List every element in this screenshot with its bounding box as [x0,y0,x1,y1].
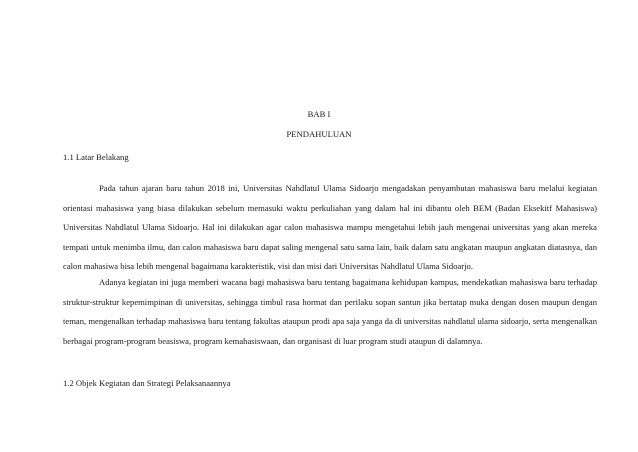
paragraph-background: Pada tahun ajaran baru tahun 2018 ini, Universitas Nahdlatul Ulama Sidoarjo mengadakan penyambutan mahasiswa baru melalui kegiatan orientasi mahasiswa yang biasa dilakukan sebelum memasuki waktu perkuliahan yang dalam hal ini dibantu oleh BEM (Badan Eksekitf Mahasiswa) Universitas Nahdlatul Ulama Sidoarjo. Hal ini dilakukan agar calon mahasiswa mampu mengetahui lebih jauh mengenai universitas yang akan mereka tempati untuk menimba ilmu, dan calon mahasiswa baru dapat saling mengenal satu sama lain, baik dalam satu angkatan maupun angkatan diatasnya, dan calon mahasiwa bisa lebih mengenal bagaimana karakteristik, visi dan misi dari Universitas Nahdlatul Ulama Sidoarjo. [63,183,597,271]
section-heading-latar-belakang: 1.1 Latar Belakang [63,152,129,162]
chapter-number: BAB I [307,109,331,119]
chapter-title: PENDAHULUAN [286,129,352,139]
section-heading-objek-kegiatan: 1.2 Objek Kegiatan dan Strategi Pelaksanaannya [63,378,231,388]
paragraph-orientation-purpose: Adanya kegiatan ini juga memberi wacana bagi mahasiswa baru tentang bagaimana kehidupan kampus, mendekatkan mahasiswa baru terhadap struktur-struktur kepemimpinan di universitas, sehingga timbul rasa hormat dan perilaku sopan santun jika bertatap muka dengan dosen maupun dengan teman, mengenalkan terhadap mahasiswa baru tentang fakultas ataupun prodi apa saja yanga da di universitas nahdlatul ulama sidoarjo, serta mengenalkan berbagai program-program beasiswa, program kemahasiswaan, dan organisasi di luar program studi ataupun di dalamnya. [63,277,597,346]
